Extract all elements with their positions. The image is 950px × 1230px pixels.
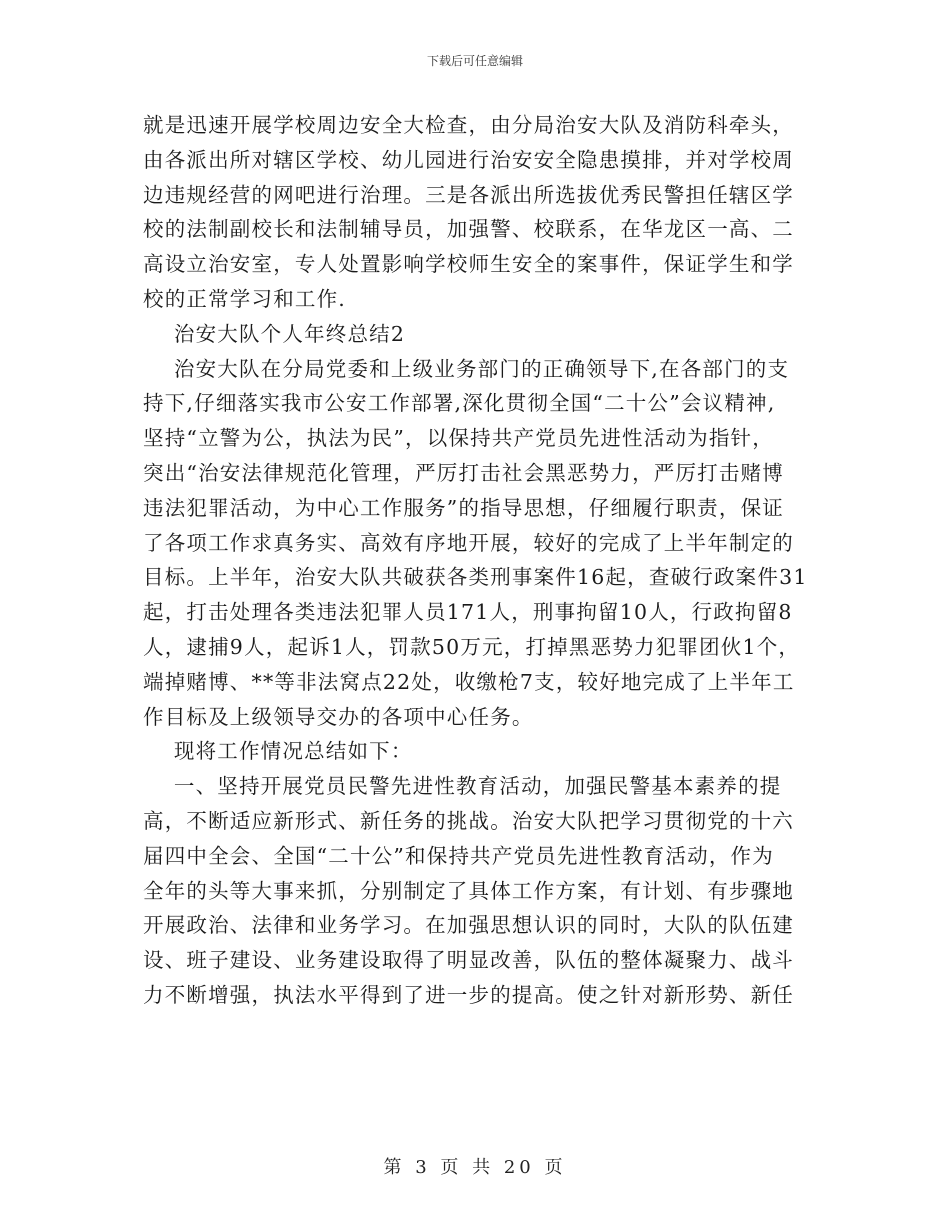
text-line: 持下,仔细落实我市公安工作部署,深化贯彻全国“二十公”会议精神,: [143, 391, 776, 416]
document-body: [143, 108, 813, 1013]
text-line: 起，打击处理各类违法犯罪人员171人，刑事拘留10人，行政拘留8: [143, 600, 793, 625]
text-line: 校的正常学习和工作.: [143, 286, 347, 311]
page-header: 下载后可任意编辑: [426, 54, 523, 68]
text-line: 人，逮捕9人，起诉1人，罚款50万元，打掉黑恶势力犯罪团伙1个，: [143, 634, 801, 659]
section-heading: 治安大队个人年终总结2: [143, 321, 406, 346]
text-line: 全年的头等大事来抓，分别制定了具体工作方案，有计划、有步骤地: [143, 878, 794, 903]
text-line: 力不断增强，执法水平得到了进一步的提高。使之针对新形势、新任: [143, 982, 794, 1007]
page-footer: 第 3 页 共 20 页: [383, 1157, 567, 1178]
text-line: 了各项工作求真务实、高效有序地开展，较好的完成了上半年制定的: [143, 530, 794, 555]
text-line: 就是迅速开展学校周边安全大检查，由分局治安大队及消防科牵头，: [143, 113, 794, 137]
text-line: 坚持“立警为公，执法为民”，以保持共产党员先进性活动为指针，: [143, 426, 774, 451]
text-line: 设、班子建设、业务建设取得了明显改善，队伍的整体凝聚力、战斗: [143, 948, 794, 973]
text-line: 现将工作情况总结如下：: [143, 739, 413, 764]
text-line: 校的法制副校长和法制辅导员，加强警、校联系，在华龙区一高、二: [143, 217, 794, 242]
text-line: 高，不断适应新形式、新任务的挑战。治安大队把学习贯彻党的十六: [143, 808, 794, 833]
text-line: 由各派出所对辖区学校、幼儿园进行治安安全隐患摸排，并对学校周: [143, 147, 794, 172]
text-line: 治安大队在分局党委和上级业务部门的正确领导下,在各部门的支: [143, 356, 790, 381]
text-line: 开展政治、法律和业务学习。在加强思想认识的同时，大队的队伍建: [143, 913, 794, 938]
text-line: 目标。上半年，治安大队共破获各类刑事案件16起，查破行政案件31: [143, 565, 808, 590]
text-line: 届四中全会、全国“二十公”和保持共产党员先进性教育活动，作为: [143, 843, 774, 868]
text-line: 突出“治安法律规范化管理，严厉打击社会黑恶势力，严厉打击赌博: [143, 460, 784, 485]
text-line: 端掉赌博、**等非法窝点22处，收缴枪7支，较好地完成了上半年工: [143, 669, 795, 694]
text-line: 边违规经营的网吧进行治理。三是各派出所选拔优秀民警担任辖区学: [143, 182, 794, 207]
text-line: 作目标及上级领导交办的各项中心任务。: [143, 704, 534, 729]
text-line: 一、坚持开展党员民警先进性教育活动，加强民警基本素养的提: [143, 774, 782, 799]
text-line: 违法犯罪活动，为中心工作服务”的指导思想，仔细履行职责，保证: [143, 495, 784, 520]
text-line: 高设立治安室，专人处置影响学校师生安全的案事件，保证学生和学: [143, 252, 794, 277]
